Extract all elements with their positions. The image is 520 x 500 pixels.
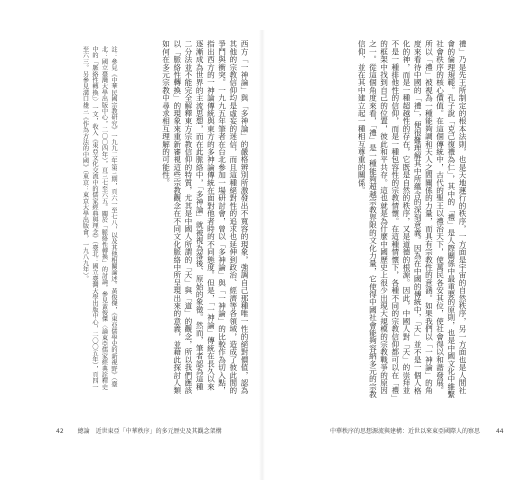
left-page-main-text: 西方「一神論」與「多神論」的嚴格辨別所激發出不寬容的現象，強調自己那種唯一性的絕對價值，認為其他的宗教信仰均是虛妄的迷信，而且這種絕對性的追求也延伸到政治、經濟等各領域，造成了彼此間的爭鬥與衝突。一九九五年筆者在台北參加一場研討會，曾以「多神論」與「一神論」的比較作為切入點，指出西方的一神論傳統與東方的多神論傳統在面對他者時的不同態度。但是，「一神論」傳統在長久以來逐漸成為世界的主流思想，而在此脈絡中，「多神論」就被視為落後、原始的象徵。然而，筆者認為這種二分法並不能完全解釋東方宗教信仰的特質，尤其是中國人所謂的「天」與「道」的觀念，所以我們應該以「脈絡性轉換」的現象來重新審視這些宗教觀念在不同文化脈絡中所呈現出來的意義，並藉此探討人類如何在多元宗教中尋求相互理解的可能性。 (161, 40, 249, 395)
right-running-head: 中華秩序的思想源流與建構：近世以來東亞國際人的察思 (330, 428, 481, 435)
right-page-number: 44 (495, 428, 504, 435)
left-page (54, 40, 250, 480)
left-running-head: 總論 近世東亞「中華秩序」的多元歷史及其觀念架構 (77, 428, 222, 435)
right-page (278, 40, 468, 480)
left-page-number: 42 (56, 428, 64, 435)
right-page-footer (330, 426, 504, 435)
left-page-footer (56, 426, 222, 435)
book-gutter (259, 30, 265, 480)
right-page-main-text: 禮」乃是先王所制定的根本法則，也是天地運行的秩序，一方面是宇宙的自然秩序，另一方面也是人間社會的倫理規範。孔子說「克己復禮為仁」，其中的「禮」是人際關係中最重要的原則，也是中國文化中維繫社會秩序的核心價值。在這個傳統中，古代的聖王以禮治天下，使萬民各安其位，使社會得以和諧發展。所以「禮」被視為一種能夠調和天人之間關係的力量，而具有宗教性的意涵。如果我們以「一神論」的角度來看待中國的「禮」，便很難理解其中所蘊含的深刻意義。因為在中國的傳統中，「天」並不是一個人格化的神，而是一種超越性的存在，它既是自然的秩序，又是道德的根源。因此，中國人對「天」的崇拜並不是一種排他性的信仰，而是一種包容性的宗教情懷。在這種情懷下，各種不同的宗教信仰都可以在「禮」的框架中找到自己的位置，彼此和平共存。這也就是為什麼中國歷史上很少出現大規模的宗教戰爭的原因之一。從這個角度來看，「禮」是一種能夠超越宗教界限的文化力量，它使得中國社會能夠容納多元的宗教信仰，並在其中建立起一種相互尊重的關係。 (357, 40, 467, 399)
left-page-footnotes: 註：參見《中華民國宗教研究》一九九二年第三期，頁六一至七八，以及其他相關論述。黃俊傑，《東亞儒學史的新視野》（臺北：國立臺灣大學出版中心，二〇〇四年），頁三七至六五。關於「脈絡性轉換」的討論，參見黃俊傑〈論東亞儒家經典詮釋史中的「脈絡性轉換」〉一文，收入《東亞文化交流中的儒家經典與理念》（臺北：國立臺灣大學出版中心，二〇〇五年），頁四一至六三。另參見溝口雄三《作為方法的中國》（東京：東京大學出版會，一九八九年）。 (81, 46, 117, 391)
